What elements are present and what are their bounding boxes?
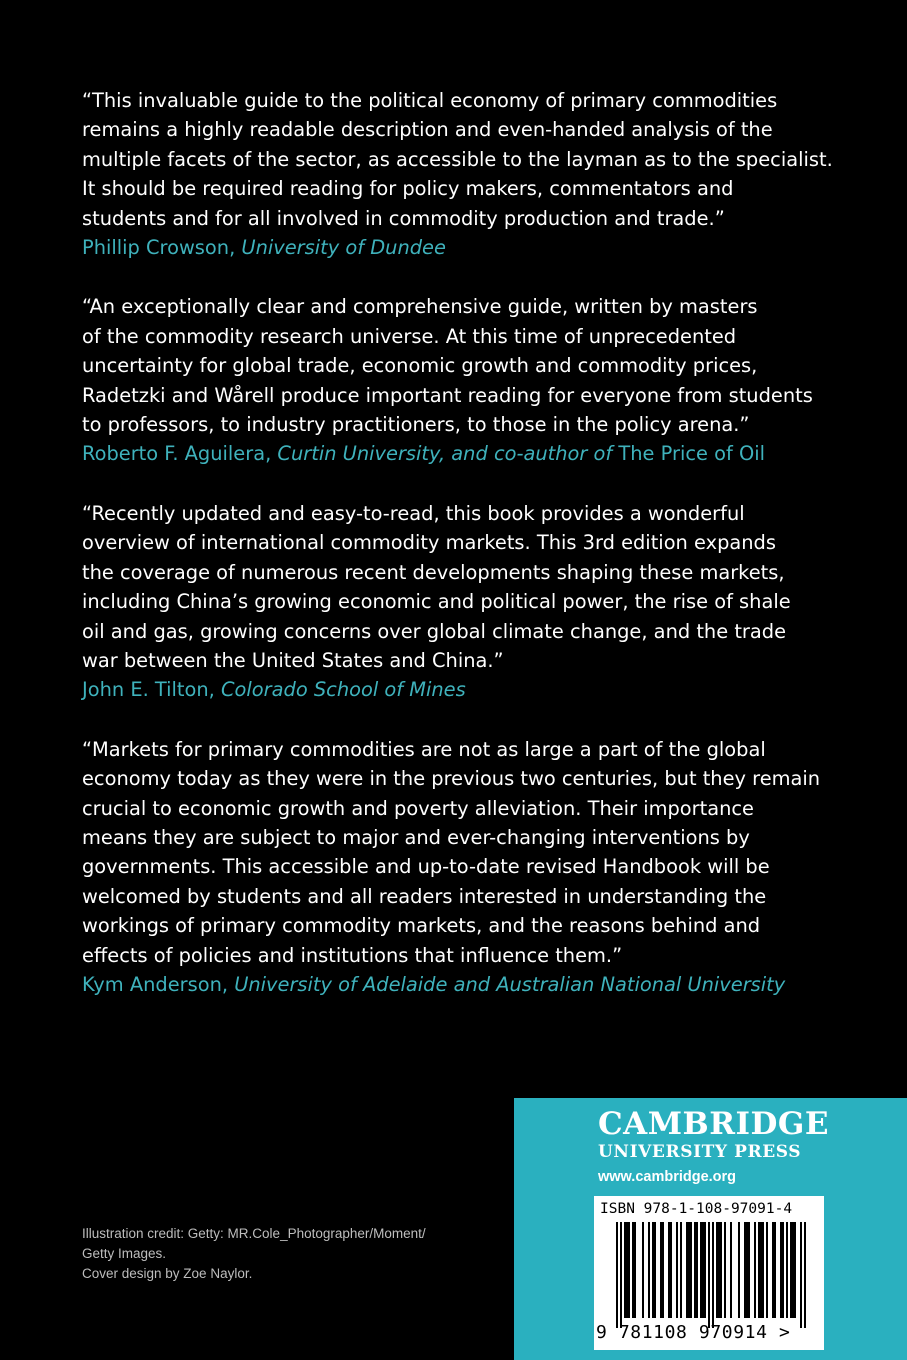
barcode-bar: [694, 1222, 696, 1318]
quote-attribution: [82, 675, 842, 704]
publisher-logo-subtitle: UNIVERSITY PRESS: [598, 1142, 802, 1162]
quote-book-title: The Price of Oil: [618, 442, 765, 466]
barcode-bar: [782, 1222, 784, 1318]
barcode-bar: [794, 1222, 796, 1318]
quote-text: “An exceptionally clear and comprehensive guide, written by masters of the commodity research universe. At this time of unprecedented uncertainty for global trade, economic growth and commodity prices, Radetzki and Wårell produce important reading for everyone from students to professors, to industry practitioners, to those in the policy arena.”: [82, 295, 813, 437]
cover-design-credit: Cover design by Zoe Naylor.: [82, 1266, 253, 1281]
quote-author: Phillip Crowson,: [82, 236, 242, 260]
barcode-bar: [662, 1222, 664, 1318]
publisher-url: www.cambridge.org: [598, 1169, 737, 1185]
quote-affiliation: Colorado School of Mines: [221, 678, 466, 702]
quote-attribution: [82, 439, 842, 468]
endorsements: [82, 86, 842, 1029]
barcode-bar: [686, 1222, 688, 1318]
barcode-bar: [690, 1222, 692, 1318]
quote-author: Kym Anderson,: [82, 972, 235, 996]
barcode-bar: [744, 1222, 746, 1318]
barcode-bar: [804, 1222, 806, 1328]
quote-text: “Recently updated and easy-to-read, this book provides a wonderful overview of international commodity markets. This 3rd edition expands the coverage of numerous recent developments shaping these markets, including China’s growing economic and political power, the rise of shale oil and gas, growing concerns over global climate change, and the trade war between the United States and China.”: [82, 501, 791, 672]
barcode-bar: [780, 1222, 782, 1318]
quote-author: Roberto F. Aguilera,: [82, 442, 278, 466]
barcode-bar: [724, 1222, 726, 1318]
barcode-bar: [716, 1222, 718, 1318]
barcode-bar: [700, 1222, 702, 1318]
barcode-bar: [762, 1222, 764, 1318]
barcode-label: [594, 1196, 824, 1350]
barcode-bar: [688, 1222, 690, 1318]
isbn-number: ISBN 978-1-108-97091-4: [600, 1201, 793, 1217]
barcode-bar: [654, 1222, 656, 1318]
barcode-bar: [634, 1222, 636, 1318]
barcode-bar: [708, 1222, 710, 1328]
endorsement-1: [82, 86, 842, 262]
barcode-bar: [748, 1222, 750, 1318]
barcode-bar: [772, 1222, 774, 1318]
barcode-bar: [642, 1222, 644, 1318]
quote-affiliation: Curtin University, and co-author of: [277, 442, 613, 466]
barcode-bar: [760, 1222, 762, 1318]
endorsement-3: [82, 499, 842, 705]
cover-credits: [82, 1224, 482, 1284]
barcode-bar: [738, 1222, 740, 1318]
barcode-bar: [704, 1222, 706, 1318]
barcode-bar: [720, 1222, 722, 1318]
barcode-bar: [668, 1222, 670, 1318]
barcode-bar: [632, 1222, 634, 1318]
barcode-bar: [626, 1222, 628, 1318]
barcode-bar: [792, 1222, 794, 1318]
quote-attribution: [82, 233, 842, 262]
barcode-bar: [620, 1222, 622, 1328]
barcode-bar: [754, 1222, 756, 1318]
publisher-logo-name: CAMBRIDGE: [598, 1106, 829, 1142]
barcode-bar: [746, 1222, 748, 1318]
barcode-digits: 9 781108 970914 >: [596, 1322, 791, 1343]
barcode-bar: [670, 1222, 672, 1318]
quote-attribution: [82, 970, 842, 999]
quote-text: “This invaluable guide to the political economy of primary commodities remains a highly readable description and even-handed analysis of the multiple facets of the sector, as accessible to the layman as to the specialist. It should be required reading for policy makers, commentators and students and for all involved in commodity production and trade.”: [82, 89, 833, 230]
quote-text: “Markets for primary commodities are not as large a part of the global economy today as they were in the previous two centuries, but they remain crucial to economic growth and poverty alleviation. Their importance means they are subject to major and ever-changing interventions by governments. This accessible and up-to-date revised Handbook will be welcomed by students and all readers interested in understanding the workings of primary commodity markets, and the reasons behind and effects of policies and institutions that influence them.”: [82, 737, 821, 967]
barcode-bar: [624, 1222, 626, 1318]
barcode-bar: [696, 1222, 698, 1318]
barcode-bar: [774, 1222, 776, 1318]
quote-affiliation: University of Adelaide and Australian National University: [234, 972, 786, 996]
barcode-bar: [718, 1222, 720, 1318]
endorsement-4: [82, 735, 842, 1000]
quote-affiliation: University of Dundee: [241, 236, 446, 260]
barcode-bar: [790, 1222, 792, 1318]
barcode-bar: [652, 1222, 654, 1318]
publisher-panel: [514, 1098, 907, 1360]
barcode-bar: [680, 1222, 682, 1318]
endorsement-2: [82, 292, 842, 468]
illustration-credit-line-1: Illustration credit: Getty: MR.Cole_Photographer/Moment/: [82, 1226, 426, 1241]
barcode-bar: [648, 1222, 650, 1318]
illustration-credit-line-2: Getty Images.: [82, 1246, 167, 1261]
barcode-bar: [676, 1222, 678, 1318]
barcode-bar: [800, 1222, 802, 1328]
barcode-bar: [758, 1222, 760, 1318]
barcode-bar: [628, 1222, 630, 1318]
barcode-bar: [786, 1222, 788, 1318]
barcode-bar: [730, 1222, 732, 1318]
barcode-bar: [660, 1222, 662, 1318]
barcode-bar: [702, 1222, 704, 1318]
barcode-bar: [766, 1222, 768, 1318]
barcode-bar: [616, 1222, 618, 1328]
quote-author: John E. Tilton,: [82, 678, 222, 702]
barcode-bar: [712, 1222, 714, 1328]
